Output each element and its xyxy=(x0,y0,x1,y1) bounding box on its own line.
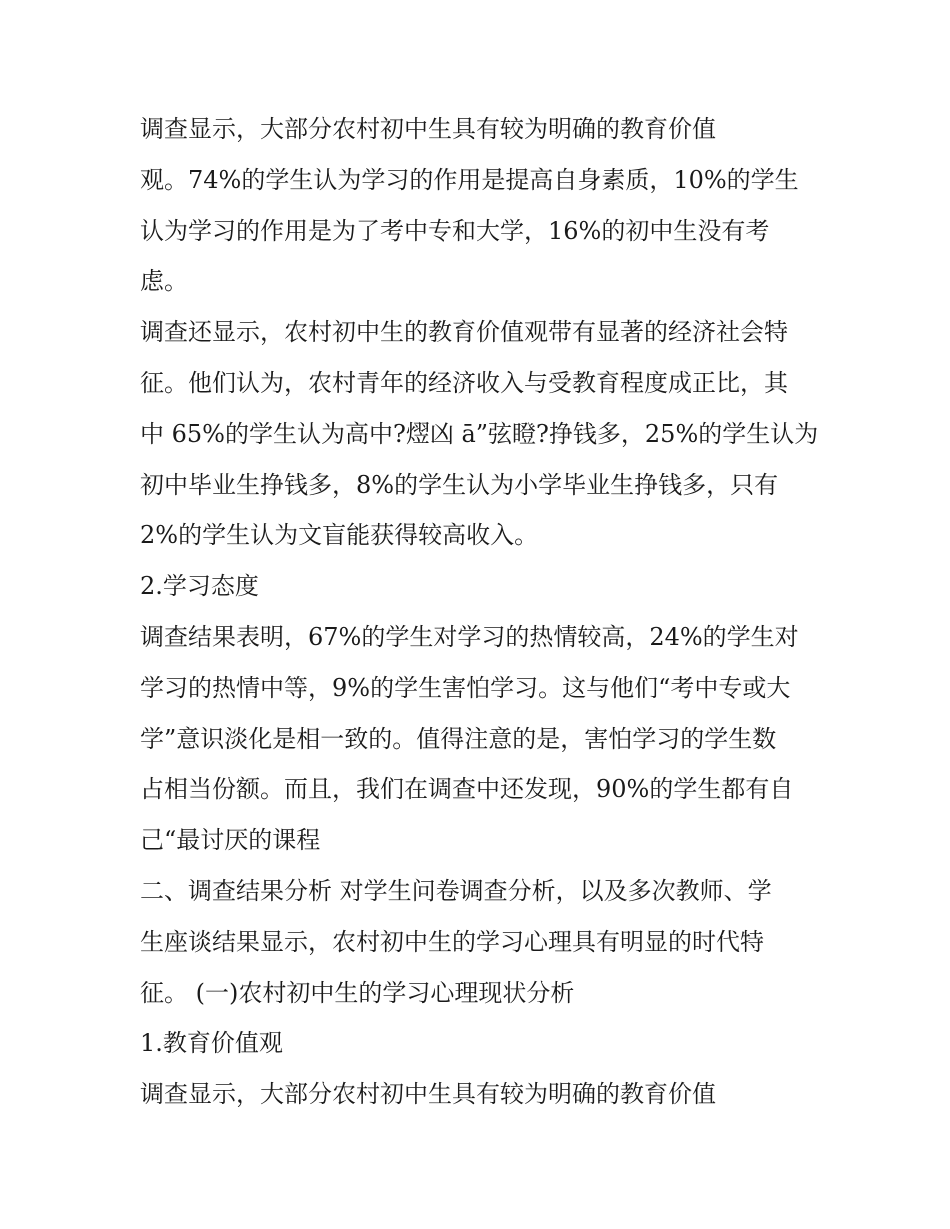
document-page xyxy=(140,104,820,1120)
section-heading: 二、调查结果分析 对学生问卷调查分析，以及多次教师、学 xyxy=(140,876,772,905)
section-heading: 2.学习态度 xyxy=(140,572,259,601)
text-line: 生座谈结果显示，农村初中生的学习心理具有明显的时代特 xyxy=(140,927,764,956)
text-line: 观。74%的学生认为学习的作用是提高自身素质，10%的学生 xyxy=(140,165,799,194)
text-line: 己“最讨厌的课程 xyxy=(140,826,321,855)
text-line: 学”意识淡化是相一致的。值得注意的是，害怕学习的学生数 xyxy=(140,724,777,753)
text-line: 2%的学生认为文盲能获得较高收入。 xyxy=(140,521,539,550)
text-line: 征。他们认为，农村青年的经济收入与受教育程度成正比，其 xyxy=(140,368,788,397)
section-heading: 1.教育价值观 xyxy=(140,1029,283,1058)
text-line: 调查显示，大部分农村初中生具有较为明确的教育价值 xyxy=(140,115,716,143)
text-line: 调查显示，大部分农村初中生具有较为明确的教育价值 xyxy=(140,1080,716,1109)
text-line: 占相当份额。而且，我们在调查中还发现，90%的学生都有自 xyxy=(140,775,794,804)
text-line: 初中毕业生挣钱多，8%的学生认为小学毕业生挣钱多，只有 xyxy=(140,470,779,499)
text-line: 征。 (一)农村初中生的学习心理现状分析 xyxy=(140,978,575,1007)
text-line: 中 65%的学生认为高中?熤凶 ā”弦瞪?挣钱多，25%的学生认为 xyxy=(140,419,819,448)
text-line: 调查结果表明，67%的学生对学习的热情较高，24%的学生对 xyxy=(140,622,799,651)
text-line: 学习的热情中等，9%的学生害怕学习。这与他们“考中专或大 xyxy=(140,673,791,702)
text-line: 虑。 xyxy=(140,267,188,296)
text-line: 认为学习的作用是为了考中专和大学，16%的初中生没有考 xyxy=(140,216,770,245)
text-line: 调查还显示，农村初中生的教育价值观带有显著的经济社会特 xyxy=(140,318,788,347)
